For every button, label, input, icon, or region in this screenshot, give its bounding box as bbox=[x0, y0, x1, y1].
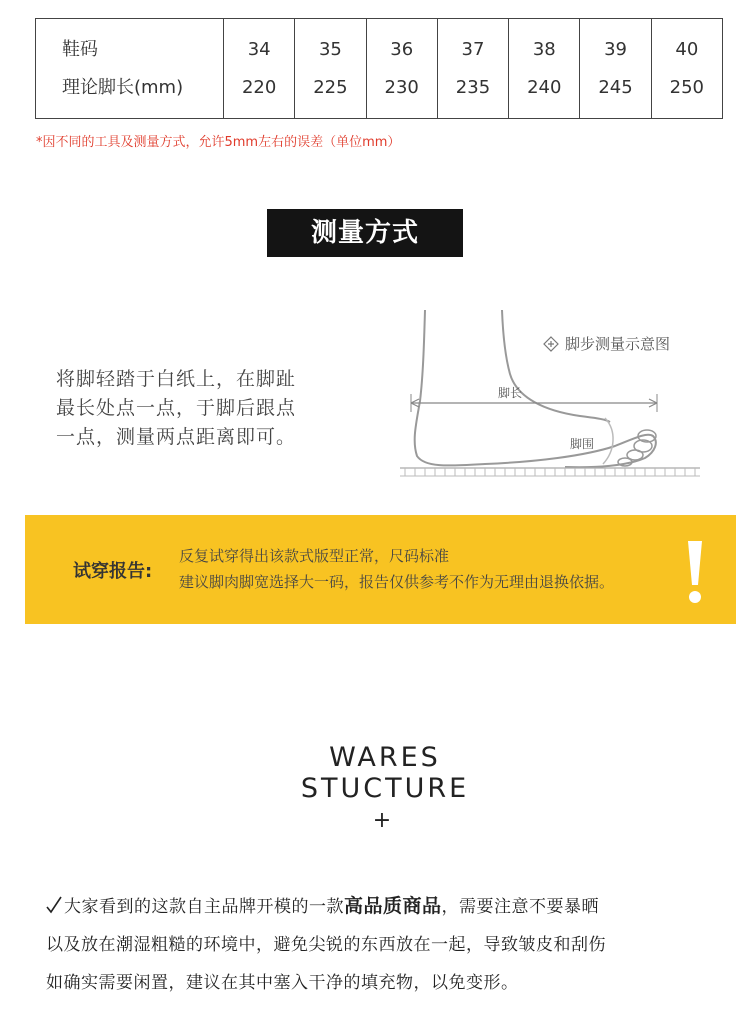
fit-report-box bbox=[25, 515, 736, 624]
care-line-2: 以及放在潮湿粗糙的环境中，避免尖锐的东西放在一起，导致皱皮和刮伤 bbox=[46, 935, 606, 955]
foot-girth-label: 脚围 bbox=[570, 437, 595, 451]
care-line-3: 如确实需要闲置，建议在其中塞入干净的填充物，以免变形。 bbox=[46, 973, 519, 993]
size-column bbox=[366, 19, 437, 118]
girth-curve bbox=[603, 418, 613, 464]
size-column bbox=[508, 19, 579, 118]
instruction-line: 最长处点一点，于脚后跟点 bbox=[56, 397, 297, 419]
plus-icon: + bbox=[372, 808, 392, 833]
instruction-line: 将脚轻踏于白纸上，在脚趾 bbox=[56, 368, 297, 390]
fit-report-text bbox=[179, 543, 614, 595]
foot-length: 240 bbox=[527, 76, 562, 98]
foot-measurement-diagram bbox=[395, 306, 715, 486]
wares-title-line-2: STUCTURE bbox=[300, 773, 470, 804]
fit-report-line: 反复试穿得出该款式版型正常，尺码标准 bbox=[179, 547, 450, 565]
shoe-size: 34 bbox=[247, 38, 271, 60]
care-text: 大家看到的这款自主品牌开模的一款 bbox=[64, 897, 344, 917]
shoe-size: 38 bbox=[532, 38, 556, 60]
wares-title-line-1: WARES bbox=[329, 742, 441, 773]
care-line-1 bbox=[46, 887, 726, 926]
shoe-size: 36 bbox=[390, 38, 414, 60]
fit-report-line: 建议脚肉脚宽选择大一码，报告仅供参考不作为无理由退换依据。 bbox=[179, 573, 615, 591]
length-row-label: 理论脚长(mm) bbox=[62, 76, 184, 98]
error-tolerance-note: *因不同的工具及测量方式，允许5mm左右的误差（单位mm） bbox=[36, 135, 401, 150]
shoe-size: 37 bbox=[461, 38, 485, 60]
foot-length: 230 bbox=[384, 76, 419, 98]
care-text-highlight: 高品质商品 bbox=[344, 895, 442, 917]
foot-outline bbox=[415, 310, 656, 467]
foot-length: 220 bbox=[241, 76, 277, 98]
shoe-size: 35 bbox=[318, 38, 342, 60]
diagram-legend-text: 脚步测量示意图 bbox=[565, 335, 671, 353]
care-instructions bbox=[46, 887, 726, 1002]
size-row-label: 鞋码 bbox=[62, 38, 98, 60]
size-column bbox=[294, 19, 365, 118]
foot-length-label: 脚长 bbox=[498, 386, 523, 400]
size-column bbox=[437, 19, 508, 118]
ankle-outline bbox=[502, 310, 610, 422]
shoe-size: 40 bbox=[675, 38, 699, 60]
size-column bbox=[223, 19, 294, 118]
foot-length: 235 bbox=[455, 76, 491, 98]
size-column bbox=[651, 19, 722, 118]
exclamation-icon bbox=[677, 537, 713, 605]
size-table-label-column bbox=[36, 19, 223, 118]
check-icon bbox=[46, 896, 62, 914]
instruction-line: 一点，测量两点距离即可。 bbox=[56, 426, 297, 448]
foot-length: 245 bbox=[598, 76, 633, 98]
fit-report-label: 试穿报告: bbox=[73, 561, 153, 582]
measure-instructions bbox=[56, 365, 336, 452]
shoe-size: 39 bbox=[604, 38, 627, 60]
size-column bbox=[579, 19, 650, 118]
measure-section-title: 测量方式 bbox=[267, 209, 463, 257]
foot-length: 225 bbox=[313, 76, 348, 98]
care-text: ，需要注意不要暴晒 bbox=[441, 897, 600, 917]
foot-length: 250 bbox=[669, 76, 704, 98]
size-table bbox=[35, 18, 723, 119]
